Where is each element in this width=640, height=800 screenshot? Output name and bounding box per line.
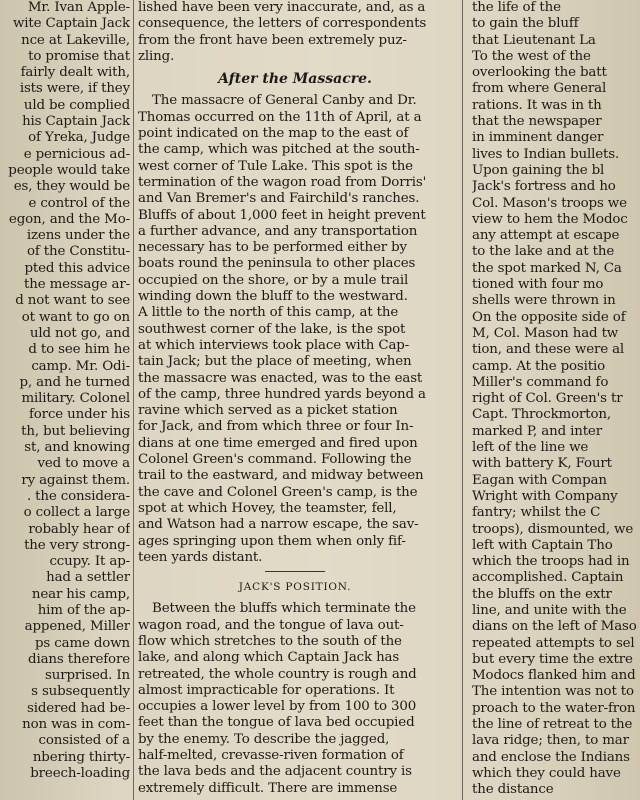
text-line: proach to the water-fron bbox=[472, 700, 636, 716]
text-line: lives to Indian bullets. bbox=[472, 146, 620, 162]
text-line: appened, Miller bbox=[24, 619, 130, 635]
text-line: ved to move a bbox=[37, 456, 130, 472]
text-line: e pernicious ad- bbox=[23, 146, 130, 162]
text-line: extremely difficult. There are immense bbox=[138, 780, 398, 796]
text-line: st, and knowing bbox=[24, 440, 130, 456]
text-line: camp. At the positio bbox=[472, 358, 606, 374]
text-line: by the enemy. To describe the jagged, bbox=[138, 731, 390, 747]
text-line: point indicated on the map to the east of bbox=[138, 126, 409, 142]
text-line: On the opposite side of bbox=[472, 309, 626, 325]
text-line: Eagan with Compan bbox=[472, 472, 607, 488]
text-line: line, and unite with the bbox=[472, 602, 627, 618]
text-line: tioned with four mo bbox=[472, 277, 604, 293]
mid-section-1 bbox=[138, 93, 452, 566]
text-line: s subsequently bbox=[31, 684, 130, 700]
text-line: e control of the bbox=[28, 195, 130, 211]
text-line: for Jack, and from which three or four In- bbox=[138, 419, 414, 435]
text-line: sidered had be- bbox=[26, 700, 130, 716]
text-line: Jack's fortress and ho bbox=[472, 179, 616, 195]
section-heading: After the Massacre. bbox=[218, 71, 372, 88]
text-line: termination of the wagon road from Dorris' bbox=[138, 174, 427, 190]
text-line: half-melted, crevasse-riven formation of bbox=[138, 748, 404, 764]
text-line: to gain the bluff bbox=[472, 16, 579, 32]
text-line: Upon gaining the bl bbox=[472, 162, 605, 178]
text-line: ists were, if they bbox=[19, 81, 130, 97]
text-line: wagon road, and the tongue of lava out- bbox=[138, 617, 404, 633]
text-line: necessary has to be performed either by bbox=[138, 240, 407, 256]
text-line: from where General bbox=[472, 81, 607, 97]
text-line: nce at Lakeville, bbox=[21, 32, 130, 48]
text-line: lished have been very inaccurate, and, as a bbox=[138, 0, 426, 15]
text-line: zling. bbox=[138, 48, 175, 64]
text-line: ps came down bbox=[35, 635, 130, 651]
text-line: a further advance, and any transportation bbox=[138, 223, 418, 239]
text-line: at which interviews took place with Cap- bbox=[138, 337, 410, 353]
text-line: near his camp, bbox=[31, 586, 130, 602]
text-line: but every time the extre bbox=[472, 651, 633, 667]
text-line: his Captain Jack bbox=[22, 114, 130, 130]
text-line: . the considera- bbox=[26, 488, 130, 504]
text-line: almost impracticable for operations. It bbox=[138, 682, 395, 698]
text-line: lake, and along which Captain Jack has bbox=[138, 650, 400, 666]
text-line: any attempt at escape bbox=[472, 228, 620, 244]
text-line: left of the line we bbox=[472, 440, 589, 456]
text-line: Modocs flanked him and bbox=[472, 668, 636, 684]
text-line: which the troops had in bbox=[472, 554, 630, 570]
text-line: right of Col. Green's tr bbox=[472, 391, 623, 407]
text-line: ccupy. It ap- bbox=[49, 554, 130, 570]
text-line: in imminent danger bbox=[472, 130, 604, 146]
mid-section-2 bbox=[138, 601, 452, 797]
text-line: southwest corner of the lake, is the spot bbox=[138, 321, 406, 337]
text-line: M, Col. Mason had tw bbox=[472, 325, 619, 341]
text-line: of Yreka, Judge bbox=[28, 130, 130, 146]
text-line: flow which stretches to the south of the bbox=[138, 633, 402, 649]
text-line: accomplished. Captain bbox=[472, 570, 624, 586]
text-line: consisted of a bbox=[38, 733, 130, 749]
text-line: boats round the peninsula to other places bbox=[138, 256, 416, 272]
text-line: overlooking the batt bbox=[472, 65, 607, 81]
text-line: The massacre of General Canby and Dr. bbox=[152, 93, 417, 109]
text-line: dians therefore bbox=[28, 651, 130, 667]
text-line: of the Constitu- bbox=[26, 244, 130, 260]
column-rule-left bbox=[133, 0, 134, 800]
text-line: lava ridge; then, to mar bbox=[472, 733, 629, 749]
text-line: with battery K, Fourt bbox=[472, 456, 612, 472]
text-line: uld be complied bbox=[23, 97, 130, 113]
text-line: which they could have bbox=[472, 765, 621, 781]
text-line: fairly dealt with, bbox=[20, 65, 130, 81]
middle-column bbox=[138, 0, 452, 800]
text-line: view to hem the Modoc bbox=[472, 211, 628, 227]
text-line: Wright with Company bbox=[472, 488, 618, 504]
text-line: had a settler bbox=[46, 570, 130, 586]
text-line: the camp, which was pitched at the south- bbox=[138, 142, 420, 158]
text-line: left with Captain Tho bbox=[472, 537, 613, 553]
text-line: and enclose the Indians bbox=[472, 749, 630, 765]
text-line: Capt. Throckmorton, bbox=[472, 407, 611, 423]
text-line: of the camp, three hundred yards beyond a bbox=[138, 386, 426, 402]
column-rule-right bbox=[462, 0, 463, 800]
text-line: the life of the bbox=[472, 0, 561, 15]
left-column bbox=[0, 0, 130, 800]
text-line: Between the bluffs which terminate the bbox=[152, 601, 416, 617]
text-line: that Lieutenant La bbox=[472, 32, 596, 48]
text-line: d not want to see bbox=[15, 293, 130, 309]
text-line: marked P, and inter bbox=[472, 423, 602, 439]
text-line: breech-loading bbox=[30, 765, 130, 781]
text-line: dians at one time emerged and fired upon bbox=[138, 435, 418, 451]
text-line: To the west of the bbox=[472, 48, 591, 64]
text-line: people would take bbox=[8, 162, 130, 178]
text-line: and Watson had a narrow escape, the sav- bbox=[138, 517, 419, 533]
text-line: o collect a large bbox=[23, 505, 130, 521]
text-line: feet than the tongue of lava bed occupied bbox=[138, 715, 415, 731]
text-line: ry against them. bbox=[21, 472, 130, 488]
text-line: repeated attempts to sel bbox=[472, 635, 635, 651]
right-column bbox=[472, 0, 640, 800]
text-line: the spot marked N, Ca bbox=[472, 260, 622, 276]
text-line: troops), dismounted, we bbox=[472, 521, 634, 537]
text-line: military. Colonel bbox=[21, 391, 130, 407]
text-line: Thomas occurred on the 11th of April, at a bbox=[138, 109, 422, 125]
text-line: the line of retreat to the bbox=[472, 717, 633, 733]
text-line: th, but believing bbox=[21, 423, 130, 439]
text-line: the distance bbox=[472, 782, 554, 798]
text-line: the very strong- bbox=[24, 537, 130, 553]
text-line: Col. Mason's troops we bbox=[472, 195, 627, 211]
text-line: to the lake and at the bbox=[472, 244, 615, 260]
text-line: ravine which served as a picket station bbox=[138, 403, 398, 419]
text-line: Miller's command fo bbox=[472, 374, 609, 390]
text-line: pted this advice bbox=[24, 260, 130, 276]
text-line: that the newspaper bbox=[472, 114, 602, 130]
text-line: camp. Mr. Odi- bbox=[31, 358, 130, 374]
mid-top-text bbox=[138, 0, 452, 65]
text-line: robably hear of bbox=[28, 521, 130, 537]
text-line: teen yards distant. bbox=[138, 549, 263, 565]
text-line: tion, and these were al bbox=[472, 342, 625, 358]
text-line: the bluffs on the extr bbox=[472, 586, 612, 602]
text-line: nbering thirty- bbox=[32, 749, 130, 765]
text-line: p, and he turned bbox=[19, 374, 130, 390]
text-line: the lava beds and the adjacent country is bbox=[138, 764, 412, 780]
text-line: egon, and the Mo- bbox=[8, 211, 130, 227]
text-line: occupied on the shore, or by a mule trail bbox=[138, 272, 409, 288]
text-line: shells were thrown in bbox=[472, 293, 616, 309]
section-subheading: JACK'S POSITION. bbox=[238, 581, 352, 594]
text-line: consequence, the letters of correspondents bbox=[138, 16, 427, 32]
text-line: retreated, the whole country is rough and bbox=[138, 666, 417, 682]
text-line: from the front have been extremely puz- bbox=[138, 32, 407, 48]
text-line: tain Jack; but the place of meeting, when bbox=[138, 354, 412, 370]
text-line: rations. It was in th bbox=[472, 97, 602, 113]
text-line: A little to the north of this camp, at the bbox=[138, 305, 399, 321]
text-line: surprised. In bbox=[45, 668, 130, 684]
text-line: Bluffs of about 1,000 feet in height prevent bbox=[138, 207, 426, 223]
text-line: trail to the eastward, and midway between bbox=[138, 468, 424, 484]
text-line: non was in com- bbox=[22, 717, 130, 733]
text-line: force under his bbox=[28, 407, 130, 423]
text-line: ages springing upon them when only fif- bbox=[138, 533, 406, 549]
text-line: the massacre was enacted, was to the east bbox=[138, 370, 423, 386]
text-line: ot want to go on bbox=[21, 309, 130, 325]
text-line: d to see him he bbox=[28, 342, 130, 358]
text-line: wite Captain Jack bbox=[12, 16, 130, 32]
text-line: to promise that bbox=[28, 48, 130, 64]
text-line: fantry; whilst the C bbox=[472, 505, 601, 521]
text-line: the cave and Colonel Green's camp, is the bbox=[138, 484, 418, 500]
text-line: winding down the bluff to the westward. bbox=[138, 289, 408, 305]
text-line: Mr. Ivan Apple- bbox=[27, 0, 130, 15]
text-line: spot at which Hovey, the teamster, fell, bbox=[138, 500, 397, 516]
text-line: uld not go, and bbox=[29, 325, 130, 341]
text-line: him of the ap- bbox=[37, 602, 130, 618]
text-line: west corner of Tule Lake. This spot is the bbox=[138, 158, 413, 174]
text-line: The intention was not to bbox=[472, 684, 634, 700]
text-line: the message ar- bbox=[24, 277, 130, 293]
text-line: dians on the left of Maso bbox=[472, 619, 637, 635]
text-line: and Van Bremer's and Fairchild's ranches. bbox=[138, 191, 420, 207]
text-line: occupies a lower level by from 100 to 300 bbox=[138, 699, 417, 715]
text-line: Colonel Green's command. Following the bbox=[138, 452, 412, 468]
subhead-rule bbox=[265, 571, 325, 572]
text-line: es, they would be bbox=[13, 179, 130, 195]
text-line: izens under the bbox=[26, 228, 130, 244]
